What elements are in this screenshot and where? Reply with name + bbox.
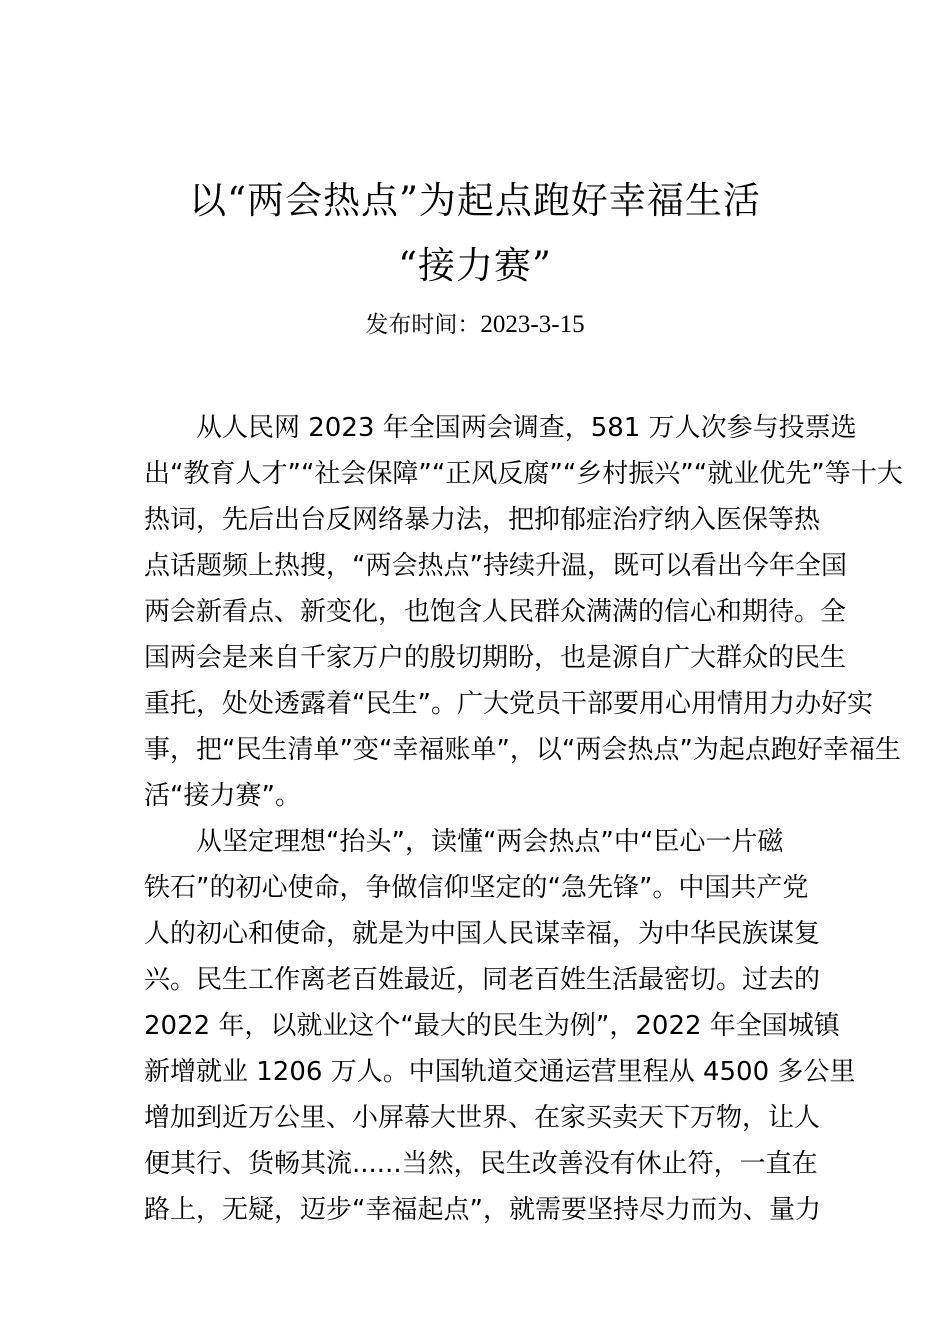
text-line: 铁石”的初心使命，争做信仰坚定的“急先锋”。中国共产党 [144, 873, 809, 903]
publish-date-label: 发布时间： [365, 312, 481, 338]
text-line: 两会新看点、新变化，也饱含人民群众满满的信心和期待。全 [144, 597, 847, 627]
paragraph-1 [144, 405, 903, 819]
text-line: 从坚定理想“抬头”，读懂“两会热点”中“臣心一片磁 [196, 827, 784, 857]
text-line: 路上，无疑，迈步“幸福起点”，就需要坚持尽力而为、量力 [144, 1195, 821, 1225]
article-title-line-1: 以“两会热点”为起点跑好幸福生活 [189, 179, 761, 222]
paragraph-2 [144, 819, 856, 1233]
text-line: 活“接力赛”。 [144, 781, 301, 811]
text-line: 2022 年，以就业这个“最大的民生为例”，2022 年全国城镇 [144, 1011, 840, 1041]
text-line: 便其行、货畅其流......当然，民生改善没有休止符，一直在 [144, 1149, 818, 1179]
publish-date-value: 2023-3-15 [480, 311, 585, 338]
text-line: 热词，先后出台反网络暴力法，把抑郁症治疗纳入医保等热 [144, 505, 821, 535]
text-line: 新增就业 1206 万人。中国轨道交通运营里程从 4500 多公里 [144, 1057, 856, 1087]
article-body [144, 405, 903, 1233]
text-line: 国两会是来自千家万户的殷切期盼，也是源自广大群众的民生 [144, 643, 847, 673]
publish-date [0, 308, 950, 342]
article-title-line-2: “接力赛” [398, 244, 552, 287]
text-line: 增加到近万公里、小屏幕大世界、在家买卖天下万物，让人 [144, 1103, 821, 1133]
text-line: 事，把“民生清单”变“幸福账单”，以“两会热点”为起点跑好幸福生 [144, 735, 901, 765]
text-line: 兴。民生工作离老百姓最近，同老百姓生活最密切。过去的 [144, 965, 821, 995]
text-line: 从人民网 2023 年全国两会调查，581 万人次参与投票选 [196, 413, 857, 443]
text-line: 人的初心和使命，就是为中国人民谋幸福，为中华民族谋复 [144, 919, 821, 949]
text-line: 出“教育人才”“社会保障”“正风反腐”“乡村振兴”“就业优先”等十大 [144, 459, 903, 489]
text-line: 重托，处处透露着“民生”。广大党员干部要用心用情用力办好实 [144, 689, 873, 719]
text-line: 点话题频上热搜，“两会热点”持续升温，既可以看出今年全国 [144, 551, 847, 581]
